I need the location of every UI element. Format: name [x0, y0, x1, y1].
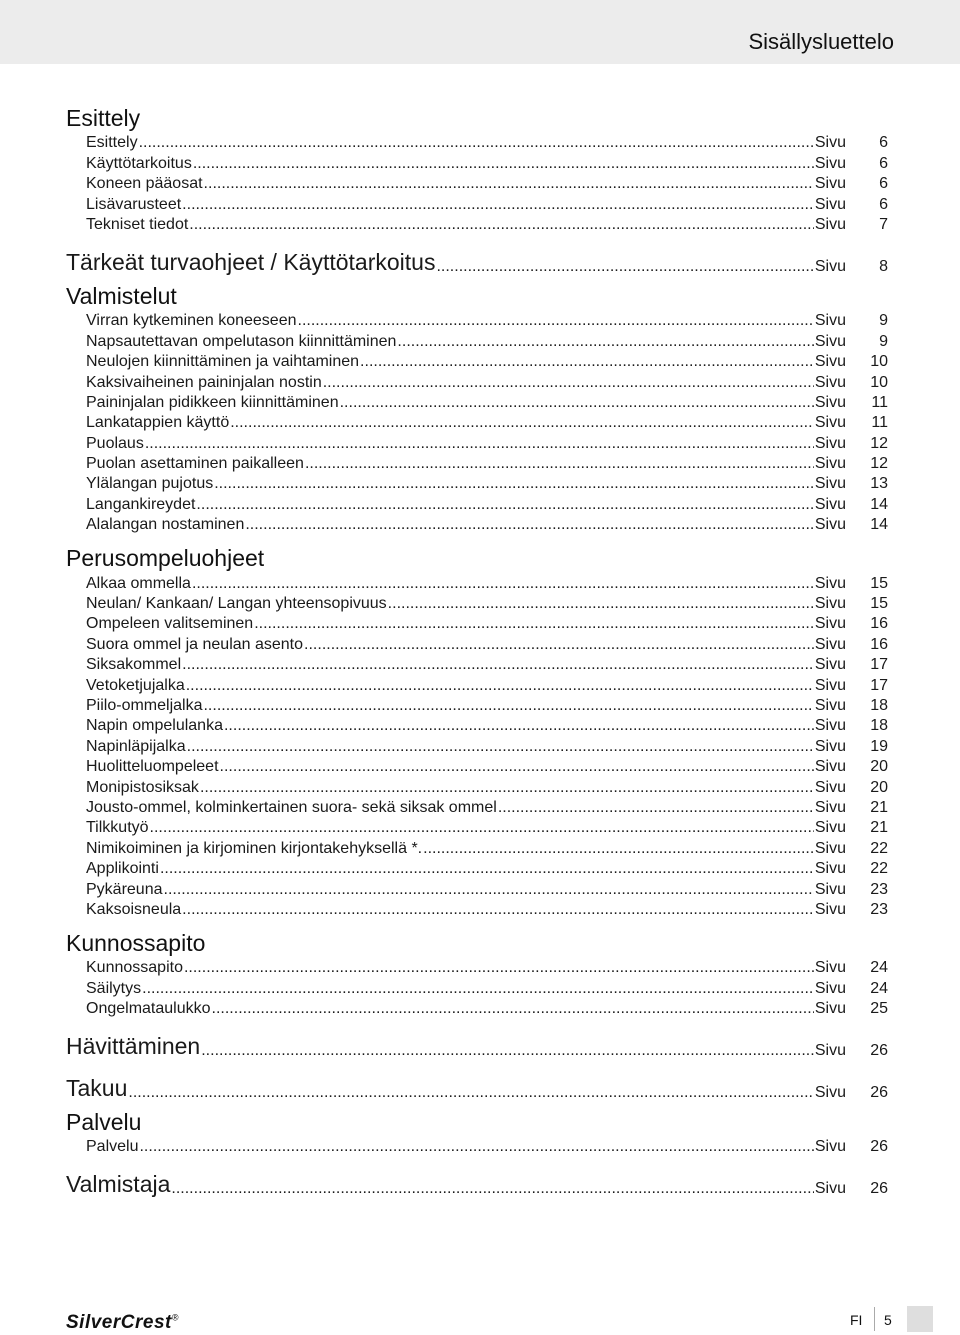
toc-entry-page: 9 [879, 332, 888, 350]
toc-entry-label: Valmistaja [66, 1171, 171, 1198]
toc-entry-page: 24 [870, 979, 888, 997]
leader-dots [196, 496, 813, 514]
toc-entry-sivu: Sivu [814, 414, 846, 432]
toc-entry[interactable] [66, 173, 888, 193]
toc-entry[interactable] [66, 878, 888, 898]
toc-entry-page: 25 [870, 1000, 888, 1018]
registered-mark: ® [171, 1312, 179, 1323]
toc-entry-label: Kunnossapito [86, 959, 183, 977]
toc-entry-page: 21 [870, 798, 888, 816]
toc-entry-page: 12 [870, 455, 888, 473]
leader-dots [193, 155, 814, 173]
toc-entry-sivu: Sivu [814, 900, 846, 918]
toc-entry-sivu: Sivu [814, 495, 846, 513]
toc-entry-sivu: Sivu [814, 1084, 846, 1102]
toc-entry-label: Puolaus [86, 434, 144, 452]
toc-entry-label: Ylälangan pujotus [86, 475, 214, 493]
toc-entry[interactable] [66, 817, 888, 837]
toc-entry[interactable] [66, 776, 888, 796]
section-title-valmistelut: Valmistelut [66, 282, 177, 309]
leader-dots [182, 901, 814, 919]
toc-entry-label: Jousto-ommel, kolminkertainen suora- sekä siksak ommel [86, 798, 497, 816]
toc-entry-page: 24 [870, 959, 888, 977]
toc-entry-sivu: Sivu [814, 1042, 846, 1060]
toc-entry-sivu: Sivu [814, 696, 846, 714]
section-title-perusompelu: Perusompeluohjeet [66, 545, 265, 572]
leader-dots [142, 980, 814, 998]
toc-entry-sivu: Sivu [814, 455, 846, 473]
toc-entry-page: 6 [879, 175, 888, 193]
leader-dots [298, 312, 814, 330]
toc-entry[interactable] [66, 514, 888, 534]
toc-entry-sivu: Sivu [814, 516, 846, 534]
section-items-esittely [66, 132, 888, 234]
toc-entry-page: 16 [870, 635, 888, 653]
toc-entry-label: Esittely [86, 134, 138, 152]
toc-entry-label: Vetoketjujalka [86, 676, 185, 694]
toc-entry-page: 18 [870, 696, 888, 714]
toc-entry-takuu[interactable] [66, 1068, 888, 1102]
toc-entry-sivu: Sivu [814, 717, 846, 735]
toc-entry-sivu: Sivu [814, 860, 846, 878]
toc-entry-sivu: Sivu [814, 574, 846, 592]
leader-dots [171, 1180, 813, 1198]
toc-entry[interactable] [66, 412, 888, 432]
toc-entry[interactable] [66, 797, 888, 817]
leader-dots [388, 595, 814, 613]
page-number: 5 [884, 1312, 892, 1328]
toc-entry-label: Siksakommel [86, 656, 182, 674]
toc-entry[interactable] [66, 152, 888, 172]
toc-entry-label: Säilytys [86, 979, 142, 997]
toc-entry-label: Lankatappien käyttö [86, 414, 230, 432]
section-items-valmistelut [66, 310, 888, 534]
brand-name: SilverCrest [66, 1312, 172, 1333]
leader-dots [201, 1042, 814, 1060]
toc-entry-page: 23 [870, 900, 888, 918]
leader-dots [305, 455, 814, 473]
toc-entry-label: Napin ompelulanka [86, 717, 223, 735]
toc-entry-page: 10 [870, 373, 888, 391]
toc-entry[interactable] [66, 310, 888, 330]
toc-entry-page: 7 [879, 215, 888, 233]
toc-entry-page: 6 [879, 134, 888, 152]
leader-dots [212, 1000, 814, 1018]
toc-entry[interactable] [66, 473, 888, 493]
leader-dots [245, 516, 814, 534]
toc-entry-label: Palvelu [86, 1138, 139, 1156]
toc-entry-label: Napinläpijalka [86, 737, 186, 755]
toc-entry-sivu: Sivu [814, 880, 846, 898]
table-of-contents [66, 104, 888, 1198]
toc-entry-page: 18 [870, 717, 888, 735]
toc-entry-sivu: Sivu [814, 195, 846, 213]
silvercrest-logo [66, 1312, 179, 1334]
toc-entry-label: Pykäreuna [86, 880, 163, 898]
section-title-palvelu: Palvelu [66, 1109, 142, 1136]
toc-entry[interactable] [66, 371, 888, 391]
toc-entry-label: Huolitteluompeleet [86, 758, 219, 776]
toc-entry[interactable] [66, 613, 888, 633]
toc-entry[interactable] [66, 193, 888, 213]
leader-dots [139, 134, 814, 152]
toc-entry-page: 26 [870, 1138, 888, 1156]
section-items-kunnossapito [66, 957, 888, 1018]
toc-entry-label: Takuu [66, 1075, 128, 1102]
leader-dots [150, 819, 814, 837]
toc-entry-page: 11 [871, 393, 888, 411]
toc-entry-label: Ongelmataulukko [86, 1000, 211, 1018]
toc-entry[interactable] [66, 899, 888, 919]
toc-entry-page: 26 [870, 1084, 888, 1102]
toc-entry-label: Nimikoiminen ja kirjominen kirjontakehyksellä *. [86, 839, 423, 857]
toc-entry-page: 6 [879, 195, 888, 213]
leader-dots [323, 374, 814, 392]
toc-entry-label: Tilkkutyö [86, 819, 149, 837]
toc-entry-sivu: Sivu [814, 819, 846, 837]
toc-entry-label: Paininjalan pidikkeen kiinnittäminen [86, 393, 339, 411]
leader-dots [304, 636, 814, 654]
toc-entry-page: 19 [870, 737, 888, 755]
toc-entry-sivu: Sivu [814, 373, 846, 391]
toc-entry-label: Alalangan nostaminen [86, 516, 245, 534]
section-items-perusompelu [66, 572, 888, 919]
toc-entry-sivu: Sivu [814, 154, 846, 172]
footer-gray-box [907, 1306, 933, 1332]
footer-divider [874, 1307, 875, 1331]
leader-dots [203, 697, 813, 715]
toc-entry[interactable] [66, 858, 888, 878]
toc-entry-sivu: Sivu [814, 215, 846, 233]
toc-entry-label: Puolan asettaminen paikalleen [86, 455, 304, 473]
toc-entry-sivu: Sivu [814, 615, 846, 633]
toc-entry[interactable] [66, 998, 888, 1018]
toc-entry-sivu: Sivu [814, 778, 846, 796]
toc-entry-sivu: Sivu [814, 979, 846, 997]
toc-entry-sivu: Sivu [814, 332, 846, 350]
toc-entry-page: 26 [870, 1042, 888, 1060]
toc-entry[interactable] [66, 735, 888, 755]
toc-entry-page: 26 [870, 1180, 888, 1198]
toc-entry-valmistaja[interactable] [66, 1164, 888, 1198]
toc-entry-sivu: Sivu [814, 635, 846, 653]
toc-entry[interactable] [66, 1136, 888, 1156]
leader-dots [254, 615, 814, 633]
toc-entry[interactable] [66, 756, 888, 776]
toc-entry-sivu: Sivu [814, 475, 846, 493]
leader-dots [360, 353, 814, 371]
toc-entry-page: 8 [879, 257, 888, 275]
language-code: FI [850, 1312, 863, 1328]
leader-dots [423, 840, 814, 858]
leader-dots [204, 175, 814, 193]
leader-dots [160, 860, 814, 878]
toc-entry[interactable] [66, 493, 888, 513]
toc-entry-label: Ompeleen valitseminen [86, 615, 254, 633]
toc-entry-page: 13 [870, 475, 888, 493]
leader-dots [189, 216, 814, 234]
toc-entry-havittaminen[interactable] [66, 1026, 888, 1060]
toc-entry-page: 17 [870, 676, 888, 694]
toc-entry[interactable] [66, 715, 888, 735]
leader-dots [187, 738, 814, 756]
toc-entry-label: Virran kytkeminen koneeseen [86, 312, 297, 330]
leader-dots [200, 779, 814, 797]
toc-entry-sivu: Sivu [814, 959, 846, 977]
section-items-palvelu [66, 1136, 888, 1156]
toc-entry-sivu: Sivu [814, 353, 846, 371]
toc-entry[interactable] [66, 453, 888, 473]
toc-entry-sivu: Sivu [814, 595, 846, 613]
toc-entry-sivu: Sivu [814, 737, 846, 755]
toc-entry[interactable] [66, 957, 888, 977]
toc-entry-sivu: Sivu [814, 758, 846, 776]
toc-entry-label: Tärkeät turvaohjeet / Käyttötarkoitus [66, 248, 436, 275]
toc-entry[interactable] [66, 837, 888, 857]
leader-dots [139, 1138, 813, 1156]
leader-dots [182, 196, 814, 214]
leader-dots [214, 475, 814, 493]
toc-entry-label: Tekniset tiedot [86, 215, 189, 233]
toc-entry-sivu: Sivu [814, 676, 846, 694]
toc-entry-page: 14 [870, 495, 888, 513]
toc-entry[interactable] [66, 695, 888, 715]
leader-dots [186, 677, 814, 695]
toc-entry-sivu: Sivu [814, 312, 846, 330]
toc-entry-page: 22 [870, 839, 888, 857]
section-title-esittely: Esittely [66, 105, 141, 131]
toc-entry-page: 6 [879, 154, 888, 172]
toc-entry[interactable] [66, 977, 888, 997]
toc-entry-sivu: Sivu [814, 839, 846, 857]
toc-entry-sivu: Sivu [814, 1000, 846, 1018]
toc-entry-page: 20 [870, 758, 888, 776]
toc-entry-sivu: Sivu [814, 257, 846, 275]
page-title: Sisällysluettelo [748, 29, 894, 54]
toc-entry[interactable] [66, 593, 888, 613]
leader-dots [192, 575, 814, 593]
toc-entry[interactable] [66, 132, 888, 152]
leader-dots [220, 758, 814, 776]
toc-entry-page: 10 [870, 353, 888, 371]
toc-entry-label: Neulan/ Kankaan/ Langan yhteensopivuus [86, 595, 387, 613]
leader-dots [182, 656, 814, 674]
toc-entry-page: 22 [870, 860, 888, 878]
toc-entry-page: 9 [879, 312, 888, 330]
toc-entry[interactable] [66, 392, 888, 412]
toc-entry-label: Monipistosiksak [86, 778, 199, 796]
toc-entry-page: 15 [870, 574, 888, 592]
toc-entry-turvaohjeet[interactable] [66, 242, 888, 276]
toc-entry-label: Käyttötarkoitus [86, 154, 192, 172]
toc-entry-label: Piilo-ommeljalka [86, 696, 203, 714]
toc-entry-page: 21 [870, 819, 888, 837]
toc-entry-label: Lisävarusteet [86, 195, 182, 213]
toc-entry-label: Neulojen kiinnittäminen ja vaihtaminen [86, 353, 360, 371]
toc-entry-sivu: Sivu [814, 134, 846, 152]
toc-entry-label: Koneen pääosat [86, 175, 203, 193]
toc-entry-page: 17 [870, 656, 888, 674]
leader-dots [498, 799, 814, 817]
toc-entry[interactable] [66, 330, 888, 350]
toc-entry[interactable] [66, 674, 888, 694]
leader-dots [164, 881, 814, 899]
toc-entry[interactable] [66, 633, 888, 653]
leader-dots [230, 414, 814, 432]
leader-dots [128, 1084, 814, 1102]
toc-entry-sivu: Sivu [814, 434, 846, 452]
toc-entry-page: 11 [871, 414, 888, 432]
leader-dots [224, 717, 814, 735]
toc-entry-label: Langankireydet [86, 495, 196, 513]
toc-entry-sivu: Sivu [814, 393, 846, 411]
leader-dots [436, 258, 813, 276]
toc-entry-page: 12 [870, 434, 888, 452]
toc-entry-sivu: Sivu [814, 1138, 846, 1156]
section-title-kunnossapito: Kunnossapito [66, 929, 206, 956]
toc-entry-sivu: Sivu [814, 656, 846, 674]
toc-entry-label: Kaksivaiheinen paininjalan nostin [86, 373, 322, 391]
leader-dots [340, 394, 814, 412]
toc-entry-label: Applikointi [86, 860, 159, 878]
toc-entry[interactable] [66, 214, 888, 234]
toc-entry-sivu: Sivu [814, 175, 846, 193]
toc-entry-page: 20 [870, 778, 888, 796]
leader-dots [397, 333, 813, 351]
toc-entry-label: Napsautettavan ompelutason kiinnittäminen [86, 332, 397, 350]
leader-dots [184, 959, 814, 977]
toc-entry-sivu: Sivu [814, 1180, 846, 1198]
toc-entry[interactable] [66, 432, 888, 452]
toc-entry-sivu: Sivu [814, 798, 846, 816]
toc-entry-page: 16 [870, 615, 888, 633]
toc-entry-page: 14 [870, 516, 888, 534]
toc-entry-label: Kaksoisneula [86, 900, 182, 918]
leader-dots [145, 435, 814, 453]
toc-entry-page: 23 [870, 880, 888, 898]
toc-entry[interactable] [66, 654, 888, 674]
toc-entry-label: Hävittäminen [66, 1033, 201, 1060]
toc-entry[interactable] [66, 572, 888, 592]
toc-entry-page: 15 [870, 595, 888, 613]
toc-entry-label: Suora ommel ja neulan asento [86, 635, 304, 653]
toc-entry[interactable] [66, 351, 888, 371]
toc-entry-label: Alkaa ommella [86, 574, 191, 592]
